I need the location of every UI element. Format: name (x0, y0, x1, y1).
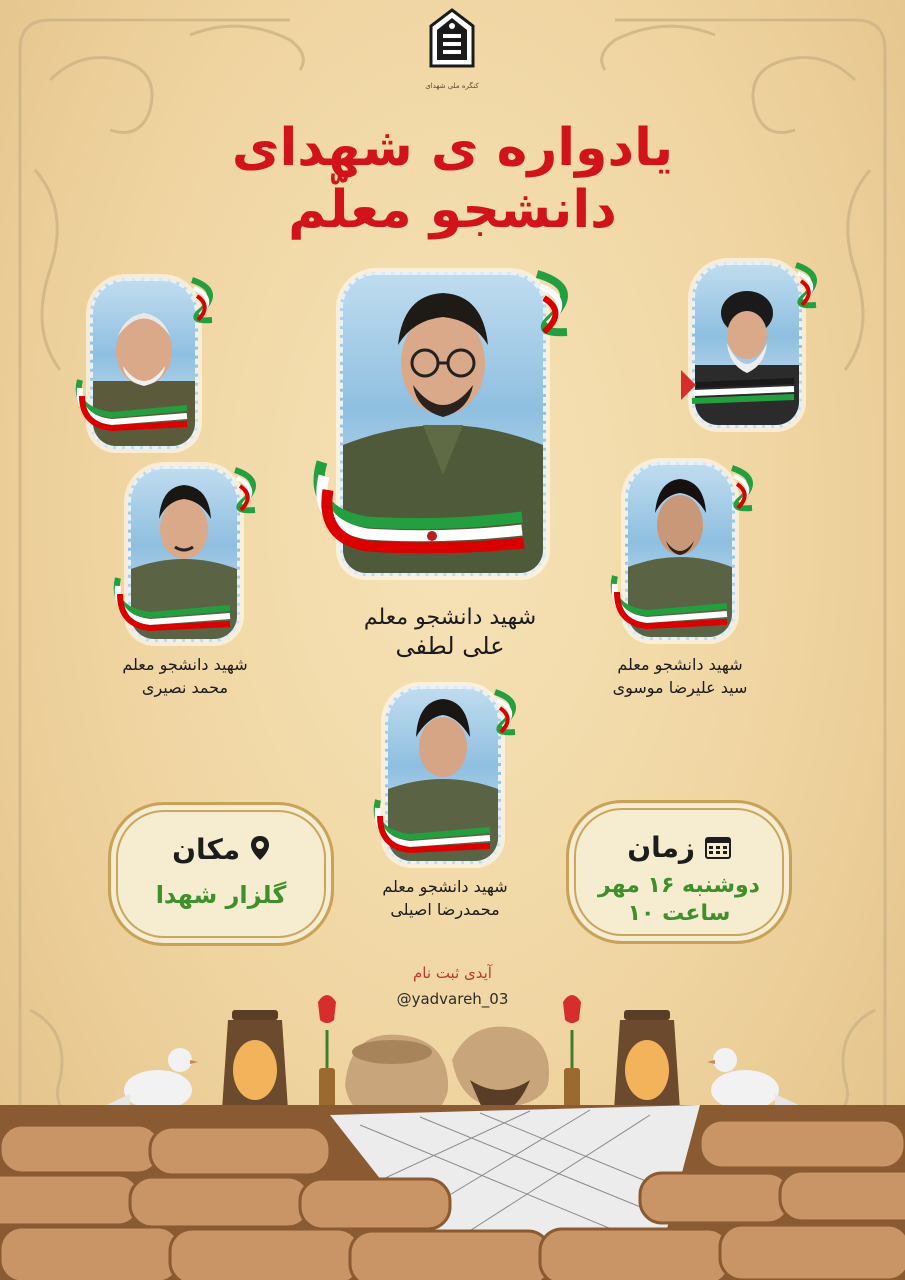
martyr-right-title: شهید دانشجو معلم (617, 655, 743, 674)
helmet-right-icon (452, 1027, 549, 1116)
flag-ribbon-right (607, 458, 767, 638)
place-heading: مکان (172, 833, 241, 866)
place-value: گلزار شهدا (155, 881, 287, 909)
time-hour: ساعت ۱۰ (627, 901, 731, 926)
place-heading-row (111, 833, 331, 868)
location-pin-icon (250, 835, 270, 868)
time-box (566, 800, 792, 944)
flag-ribbon-center (312, 262, 602, 582)
sandbag-wall (0, 1105, 905, 1280)
dove-right-icon (707, 1048, 805, 1110)
martyr-center-title: شهید دانشجو معلم (363, 605, 537, 630)
martyr-center-name: علی لطفی (395, 632, 505, 660)
flag-ribbon-top-right (676, 255, 826, 425)
martyr-left-name: محمد نصیری (141, 678, 229, 697)
flag-ribbon-left (110, 460, 270, 640)
martyr-center-caption (330, 605, 570, 660)
time-date: دوشنبه ۱۶ مهر (598, 873, 760, 898)
martyr-left-title: شهید دانشجو معلم (122, 655, 248, 674)
martyr-right-caption (590, 655, 770, 697)
registration-handle: @yadvareh_03 (396, 990, 509, 1008)
dove-left-icon (100, 1048, 198, 1110)
martyr-right-name: سید علیرضا موسوی (612, 678, 748, 697)
title-line-2: دانشجو معلّم (288, 180, 617, 240)
time-heading-row (569, 831, 789, 866)
flag-ribbon-top-left (72, 270, 222, 440)
registration-label: آیدی ثبت نام (413, 964, 492, 982)
martyr-bottom-name: محمدرضا اصیلی (390, 900, 500, 919)
flag-ribbon-bottom (370, 682, 530, 862)
congress-logo (415, 6, 489, 94)
martyr-bottom-title: شهید دانشجو معلم (382, 877, 508, 896)
place-box (108, 802, 334, 946)
calendar-icon (705, 833, 731, 866)
time-heading: زمان (627, 831, 696, 864)
martyr-bottom-caption (345, 877, 545, 919)
title-line-1: یادواره ی شهدای (231, 118, 674, 178)
martyr-left-caption (95, 655, 275, 697)
logo-caption: کنگره ملی شهدای (425, 82, 479, 90)
